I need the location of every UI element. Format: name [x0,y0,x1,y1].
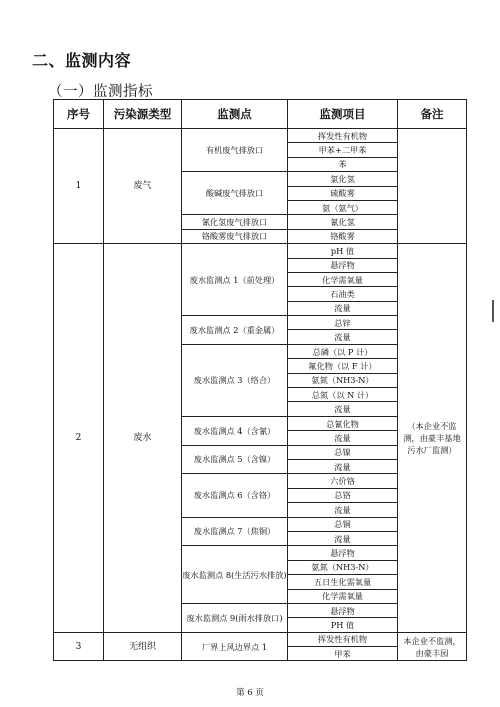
remark: （本企业不监测，由豪丰基地污水厂监测） [398,244,467,633]
monitoring-point: 有机废气排放口 [182,129,288,172]
remark [398,129,467,244]
monitoring-point: 废水监测点 8(生活污水排放) [182,546,288,604]
monitoring-point: 铬酸雾废气排放口 [182,229,288,243]
monitoring-item: 氟化物（以 F 计） [288,359,398,373]
monitoring-item: 氨氮（NH3-N） [288,560,398,574]
monitoring-item: 总氰化物 [288,416,398,430]
monitoring-item: 氨（氨气） [288,200,398,214]
monitoring-item: 流量 [288,503,398,517]
monitoring-point: 废水监测点 9(雨水排放口) [182,603,288,632]
monitoring-item: 总锌 [288,316,398,330]
monitoring-item: 悬浮物 [288,546,398,560]
monitoring-point: 废水监测点 1（前处理） [182,244,288,316]
monitoring-item: 总铜 [288,517,398,531]
monitoring-point: 氰化氢废气排放口 [182,215,288,229]
row-number: 3 [54,632,104,661]
monitoring-item: 流量 [288,402,398,416]
monitoring-item: 悬浮物 [288,603,398,617]
monitoring-item: 石油类 [288,287,398,301]
monitoring-point: 废水监测点 7（焦铜） [182,517,288,546]
header-remark: 备注 [398,100,467,129]
monitoring-item: 五日生化需氧量 [288,575,398,589]
monitoring-item: 挥发性有机物 [288,129,398,143]
monitoring-point: 厂界上风边界点 1 [182,632,288,661]
table-body [54,129,467,661]
table-row [54,244,467,258]
monitoring-item: 流量 [288,459,398,473]
page-number: 第 6 页 [236,688,264,698]
monitoring-point: 废水监测点 3（络合） [182,344,288,416]
header-no: 序号 [54,100,104,129]
monitoring-item: 流量 [288,330,398,344]
monitoring-item: 苯 [288,157,398,171]
monitoring-item: 流量 [288,431,398,445]
monitoring-item: 总镍 [288,445,398,459]
monitoring-table [53,99,467,661]
remark: 本企业不监测，由豪丰园 [398,632,467,661]
monitoring-point: 废水监测点 5（含镍） [182,445,288,474]
monitoring-item: 甲苯 [288,647,398,661]
monitoring-item: 悬浮物 [288,258,398,272]
monitoring-point: 酸碱废气排放口 [182,172,288,215]
monitoring-item: 氨氮（NH3-N） [288,373,398,387]
monitoring-item: 硫酸雾 [288,186,398,200]
monitoring-item: 总铬 [288,488,398,502]
source-type: 无组织 [104,632,182,661]
source-type: 废气 [104,129,182,244]
monitoring-point: 废水监测点 4（含氰） [182,416,288,445]
monitoring-item: 总磷（以 P 计） [288,344,398,358]
monitoring-item: 化学需氧量 [288,272,398,286]
monitoring-point: 废水监测点 2（重金属） [182,316,288,345]
header-monitoring-point: 监测点 [182,100,288,129]
monitoring-item: pH 值 [288,244,398,258]
monitoring-item: 氰化氢 [288,215,398,229]
row-number: 2 [54,244,104,633]
subsection-title: （一）监测指标 [48,84,153,100]
table-row [54,632,467,646]
monitoring-item: 甲苯+二甲苯 [288,143,398,157]
monitoring-item: PH 值 [288,618,398,632]
monitoring-item: 流量 [288,531,398,545]
scan-edge-mark [492,300,498,322]
monitoring-point: 废水监测点 6（含铬） [182,474,288,517]
section-title: 二、监测内容 [32,51,132,70]
header-monitoring-item: 监测项目 [288,100,398,129]
monitoring-item: 总氮（以 N 计） [288,388,398,402]
monitoring-item: 六价铬 [288,474,398,488]
header-source-type: 污染源类型 [104,100,182,129]
monitoring-item: 氯化氢 [288,172,398,186]
monitoring-item: 铬酸雾 [288,229,398,243]
monitoring-item: 挥发性有机物 [288,632,398,646]
table-header-row [54,100,467,129]
row-number: 1 [54,129,104,244]
monitoring-item: 化学需氧量 [288,589,398,603]
source-type: 废水 [104,244,182,633]
monitoring-item: 流量 [288,301,398,315]
table-row [54,129,467,143]
